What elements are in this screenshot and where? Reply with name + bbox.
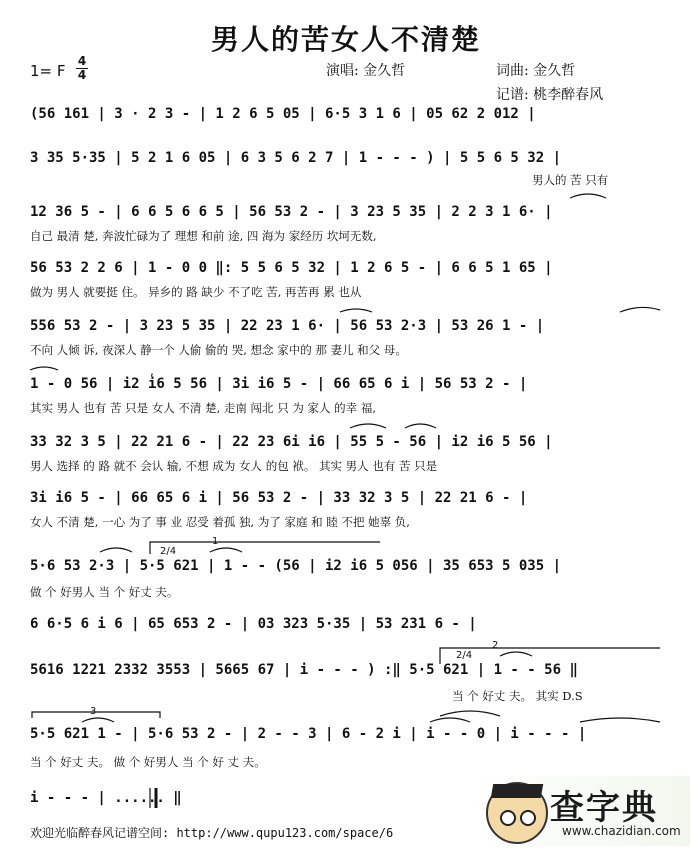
volta-label-time-b: 2/4: [456, 650, 473, 661]
score-line-7-notes: 33 32 3 5 | 22 21 6 - | 22 23 6i i6 | 55 5 - 56 | i2 i6 5 56 |: [30, 434, 553, 450]
tie-9: [500, 652, 532, 656]
lyricist-credit: 词曲: 金久哲: [496, 63, 576, 79]
triplet-mark-a: 3: [90, 706, 97, 717]
tie-13: [82, 718, 114, 722]
score-line-2-lyrics: 男人的 苦 只有: [532, 173, 609, 187]
volta-label-2: 2: [492, 640, 499, 651]
key-signature: 1= F: [30, 62, 66, 80]
score-line-12-notes: 5·5 621 1 - | 5·6 53 2 - | 2 - - 3 | 6 - 2 i | i - - 0 | i - - - |: [30, 726, 587, 742]
score-line-5-lyrics: 不向 人倾 诉, 夜深人 静一个 人偷 偷的 哭, 想念 家中的 那 妻儿 和父 母。: [30, 343, 407, 357]
score-line-1-notes: (56 161 | 3 · 2 3 - | 1 2 6 5 05 | 6·5 3 1 6 | 05 62 2 012 |: [30, 106, 536, 122]
tie-1: [570, 194, 606, 198]
time-signature-top: 4: [77, 54, 87, 68]
logo-text: 查字典: [550, 788, 658, 828]
volta-bracket-1: [150, 542, 380, 554]
tie-5: [350, 424, 386, 428]
tie-10: [430, 718, 470, 722]
breath-mark: ,: [150, 364, 154, 378]
score-line-12-lyrics: 当 个 好丈 夫。 做 个 好男人 当 个 好 丈 夫。: [30, 755, 266, 769]
score-line-6-lyrics: 其实 男人 也有 苦 只是 女人 不清 楚, 走南 闯北 只 为 家人 的幸 福,: [30, 401, 376, 415]
tie-12: [580, 718, 660, 722]
score-line-11-notes: 5616 1221 2332 3553 | 5665 67 | i - - - ) :‖ 5·5 621 | 1 - - 56 ‖: [30, 662, 578, 678]
score-line-8-lyrics: 女人 不清 楚, 一心 为了 事 业 忍受 着孤 独, 为了 家庭 和 睦 不把 她辜 负,: [30, 515, 410, 529]
score-line-10-notes: 6 6·5 6 i 6 | 65 653 2 - | 03 323 5·35 | 53 231 6 - |: [30, 616, 477, 632]
score-line-8-notes: 3i i6 5 - | 66 65 6 i | 56 53 2 - | 33 32 3 5 | 22 21 6 - |: [30, 490, 528, 506]
tie-8: [210, 548, 242, 552]
score-line-6-notes: 1 - 0 56 | i2 i6 5 56 | 3i i6 5 - | 66 65 6 i | 56 53 2 - |: [30, 376, 528, 392]
score-line-3-notes: 12 36 5 - | 6 6 5 6 6 5 | 56 53 2 - | 3 23 5 35 | 2 2 3 1 6· |: [30, 204, 553, 220]
mascot-icon: [486, 782, 548, 844]
triplet-bracket-a: [32, 712, 160, 718]
volta-label-time-a: 2/4: [160, 546, 177, 557]
tie-4: [30, 367, 58, 370]
score-line-3-lyrics: 自己 最清 楚, 奔波忙碌为了 理想 和前 途, 四 海为 家经历 坎坷无数,: [30, 229, 377, 243]
song-title: 男人的苦女人不清楚: [210, 23, 481, 56]
logo-url: www.chazidian.com: [562, 824, 681, 838]
footer-link-text[interactable]: 欢迎光临醉春风记谱空间: http://www.qupu123.com/space/6: [30, 826, 394, 840]
score-line-7-lyrics: 男人 选择 的 路 就不 会认 输, 不想 成为 女人 的包 袱。 其实 男人 也有 苦 只是: [30, 459, 438, 473]
score-line-9-lyrics: 做 个 好男人 当 个 好丈 夫。: [30, 585, 179, 599]
score-line-9-notes: 5·6 53 2·3 | 5·5 621 | 1 - - (56 | i2 i6 5 056 | 35 653 5 035 |: [30, 558, 562, 574]
score-line-4-lyrics: 做为 男人 就要挺 住。 异乡的 路 缺少 不了吃 苦, 再苦再 累 也从: [30, 285, 362, 299]
tie-7: [100, 548, 132, 552]
tie-6: [405, 424, 436, 428]
transcriber-credit: 记谱: 桃李醉春风: [496, 87, 604, 103]
score-line-11-lyrics: 当 个 好丈 夫。 其实 D.S: [452, 689, 583, 703]
volta-bracket-2: [440, 648, 660, 664]
volta-label-1: 1: [212, 536, 219, 547]
singer-credit: 演唱: 金久哲: [326, 63, 406, 79]
score-line-13-notes: i - - - | ...... ‖: [30, 790, 182, 806]
score-line-2-notes: 3 35 5·35 | 5 2 1 6 05 | 6 3 5 6 2 7 | 1 - - - ) | 5 5 6 5 32 |: [30, 150, 562, 166]
score-line-4-notes: 56 53 2 2 6 | 1 - 0 0 ‖: 5 5 6 5 32 | 1 2 6 5 - | 6 6 5 1 65 |: [30, 260, 553, 276]
score-line-5-notes: 556 53 2 - | 3 23 5 35 | 22 23 1 6· | 56 53 2·3 | 53 26 1 - |: [30, 318, 545, 334]
tie-11: [440, 711, 500, 716]
tie-2: [340, 309, 372, 312]
time-signature-bottom: 4: [77, 68, 87, 82]
chazidian-logo[interactable]: [478, 776, 690, 846]
tie-3: [620, 307, 660, 312]
